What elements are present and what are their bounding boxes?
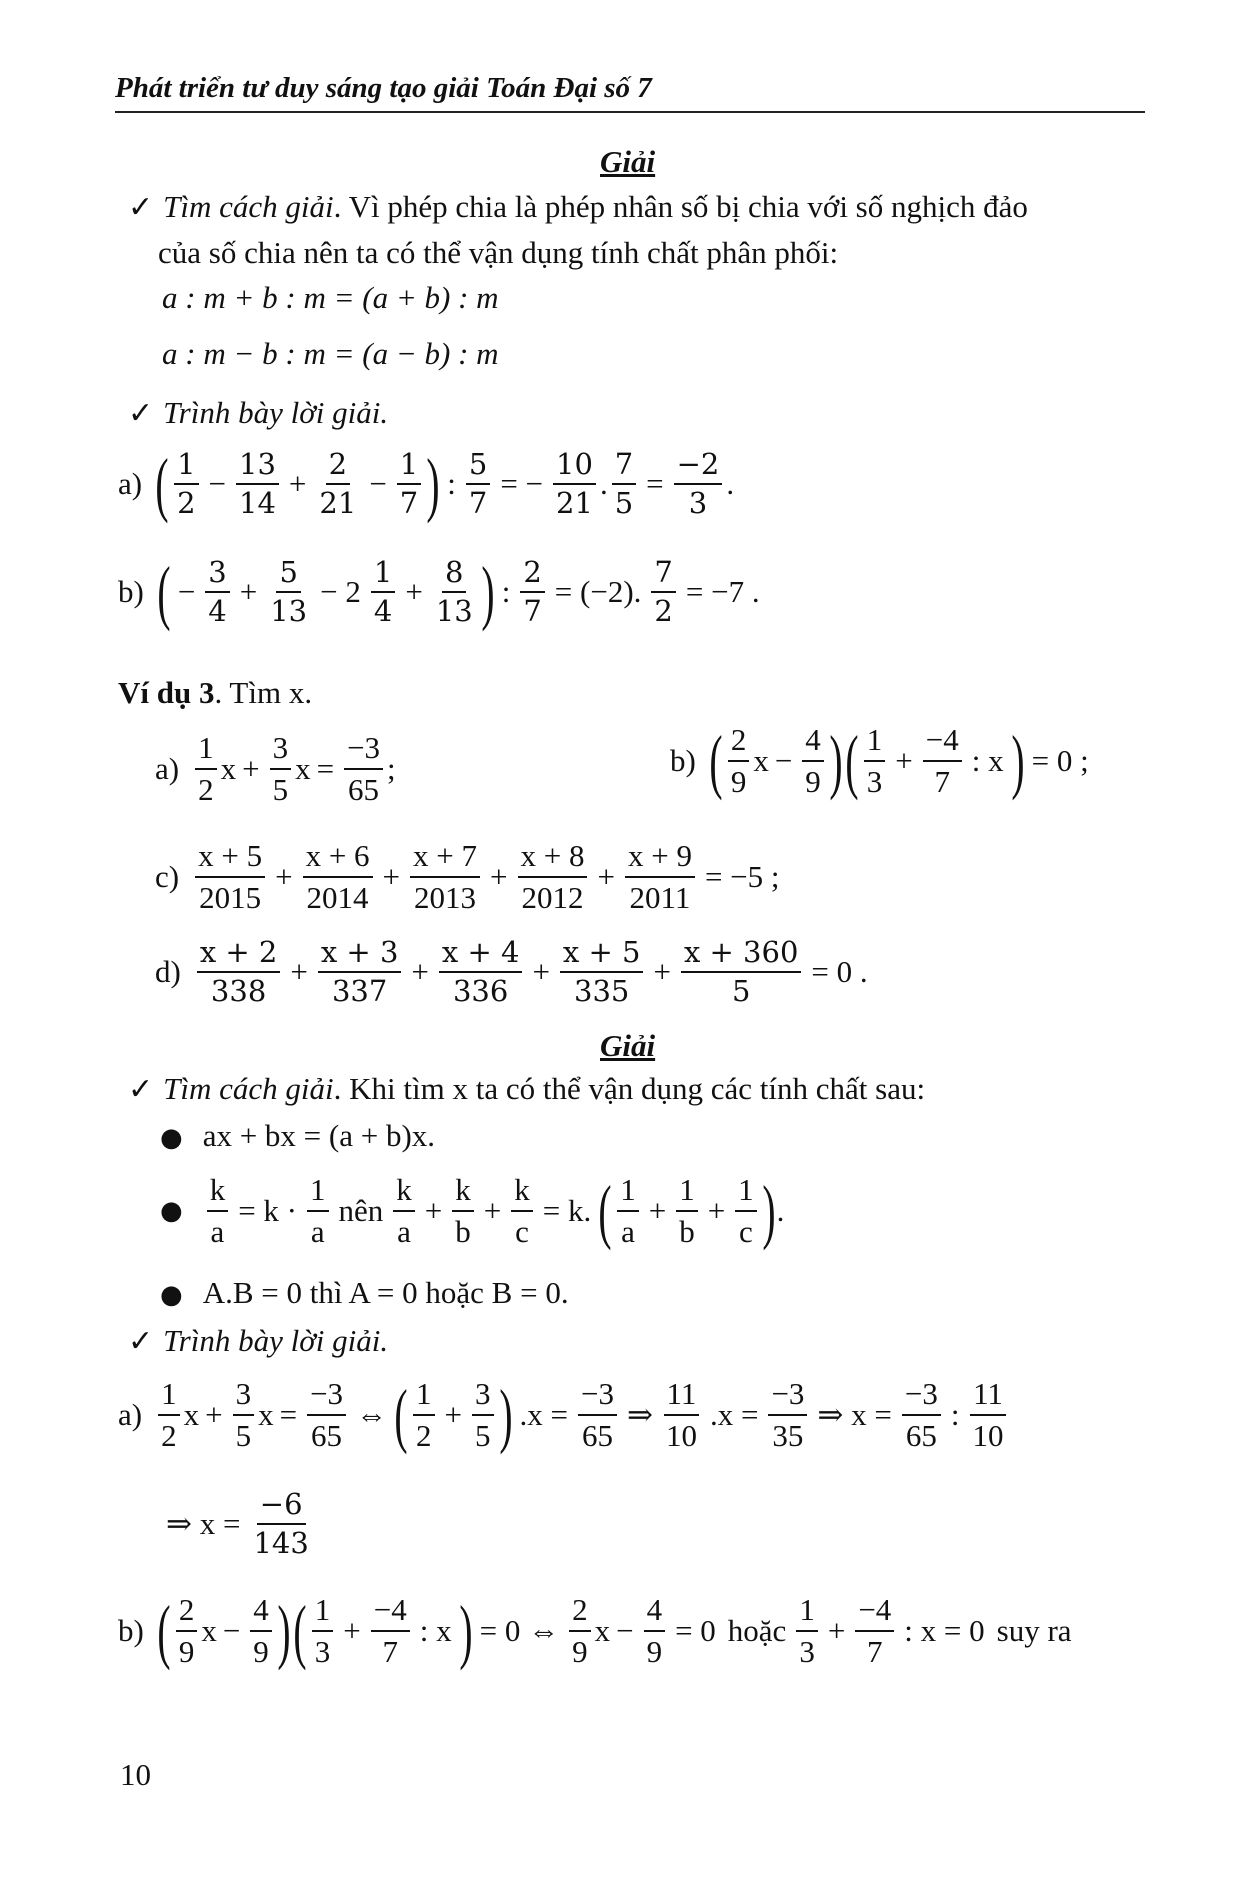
solution-heading-2: Giải bbox=[600, 1028, 656, 1063]
solution-2b: b) ( $\frac{2}{9}$ x − $\frac{4}{9}$ ) ( $\frac{1}{3}$ + $\frac{-4}{7}$ : x ) = 0 ⇔ $\frac{2}{9}$ x − $\frac{4}{9}$ = 0 hoặc $\frac{1}{3}$ + $\frac{-4}{7}$ : x = 0 suy ra bbox=[118, 1590, 1072, 1671]
page-number: 10 bbox=[120, 1757, 151, 1792]
check-icon: ✓ bbox=[128, 396, 154, 431]
problem-c: c) $\frac{x + 5}{2015}$ + $\frac{x + 6}{2014}$ + $\frac{x + 7}{2013}$ + $\frac{x + 8}{2012}$ + $\frac{x + 9}{2011}$ = −5 ; bbox=[155, 838, 780, 915]
solution-a: a) ( $\frac{1}{2}$ − $\frac{13}{14}$ + $\frac{2}{21}$ − $\frac{1}{7}$ ) : $\frac{5}{7}$ = − $\frac{10}{21}$ . $\frac{7}{5}$ = $\frac{-2}{3}$ . bbox=[118, 444, 735, 525]
check-icon: ✓ bbox=[128, 190, 154, 225]
bullet-icon: ● bbox=[160, 1195, 183, 1226]
formula-diff: a : m − b : m = (a − b) : m bbox=[162, 336, 499, 371]
bullet-icon: ● bbox=[160, 1123, 183, 1153]
problem-d: d) $\frac{x + 2}{338}$ + $\frac{x + 3}{337}$ + $\frac{x + 4}{336}$ + $\frac{x + 5}{335}$ + $\frac{x + 360}{5}$ = 0 . bbox=[155, 935, 868, 1009]
trinh-bay-heading: ✓ Trình bày lời giải. bbox=[128, 395, 389, 431]
running-header: Phát triển tư duy sáng tạo giải Toán Đại số 7 bbox=[115, 72, 1145, 113]
solution-heading: Giải bbox=[600, 144, 656, 179]
solution-2a-result: ⇒ x = $\frac{-6}{143}$ bbox=[166, 1487, 309, 1561]
trinh-bay-heading-2: ✓ Trình bày lời giải. bbox=[128, 1323, 389, 1359]
hint-paragraph-cont: của số chia nên ta có thể vận dụng tính chất phân phối: bbox=[158, 235, 839, 270]
bullet-3: ● A.B = 0 thì A = 0 hoặc B = 0. bbox=[160, 1275, 569, 1310]
bullet-2: ● $\frac{k}{a}$ = k · $\frac{1}{a}$ nên $\frac{k}{a}$ + $\frac{k}{b}$ + $\frac{k}{c}$ = k. ( $\frac{1}{a}$ + $\frac{1}{b}$ + $\frac{1}{c}$ ) . bbox=[160, 1170, 785, 1251]
example-title: Ví dụ 3. Tìm x. bbox=[118, 675, 313, 710]
hint-paragraph-2: ✓ Tìm cách giải. Khi tìm x ta có thể vận dụng các tính chất sau: bbox=[128, 1071, 926, 1107]
solution-b: b) ( − $\frac{3}{4}$ + $\frac{5}{13}$ − 2 $\frac{1}{4}$ + $\frac{8}{13}$ ) : $\frac{2}{7}$ = (−2). $\frac{7}{2}$ = −7 . bbox=[118, 552, 760, 633]
problem-a: a) $\frac{1}{2}$ x + $\frac{3}{5}$ x = $\frac{-3}{65}$ ; bbox=[155, 730, 396, 807]
formula-sum: a : m + b : m = (a + b) : m bbox=[162, 280, 499, 315]
check-icon: ✓ bbox=[128, 1072, 154, 1107]
bullet-1: ● ax + bx = (a + b)x. bbox=[160, 1118, 436, 1153]
problem-b: b) ( $\frac{2}{9}$ x − $\frac{4}{9}$ ) ( $\frac{1}{3}$ + $\frac{-4}{7}$ : x ) = 0 ; bbox=[670, 720, 1089, 801]
solution-2a: a) $\frac{1}{2}$ x + $\frac{3}{5}$ x = $\frac{-3}{65}$ ⇔ ( $\frac{1}{2}$ + $\frac{3}{5}$ ) .x = $\frac{-3}{65}$ ⇒ $\frac{11}{10}$ .x = $\frac{-3}{35}$ ⇒ x = $\frac{-3}{65}$ : $\frac{11}{10}$ bbox=[118, 1376, 1011, 1453]
check-icon: ✓ bbox=[128, 1324, 154, 1359]
bullet-icon: ● bbox=[160, 1280, 183, 1310]
hint-paragraph: ✓ Tìm cách giải. Vì phép chia là phép nhân số bị chia với số nghịch đảo bbox=[128, 189, 1028, 225]
